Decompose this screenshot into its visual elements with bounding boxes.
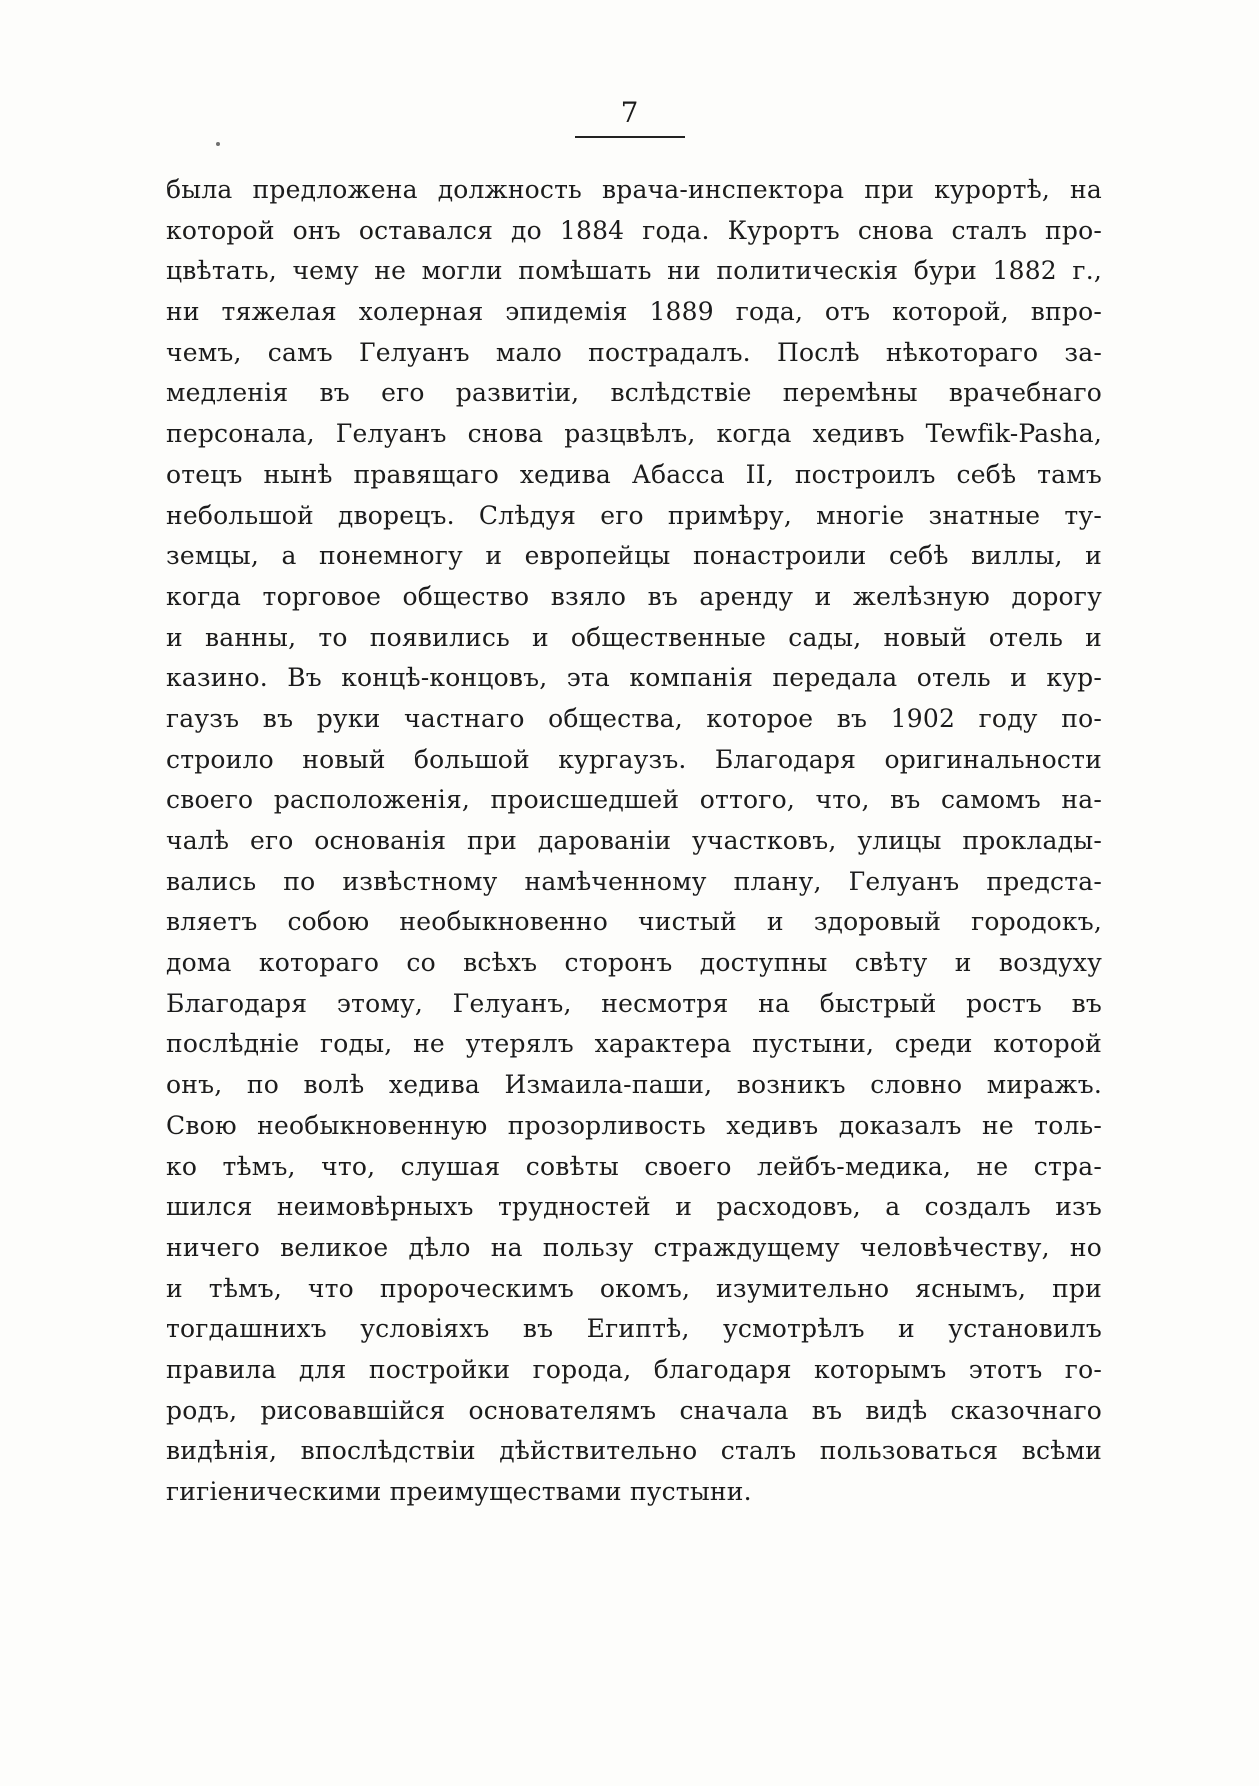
- text-line: цвѣтать, чему не могли помѣшать ни политическія бури 1882 г.,: [166, 256, 1102, 286]
- text-line: дома котораго со всѣхъ сторонъ доступны свѣту и воздуху: [166, 948, 1102, 978]
- text-line: земцы, а понемногу и европейцы понастроили себѣ виллы, и: [166, 541, 1102, 571]
- text-line: персонала, Гелуанъ снова разцвѣлъ, когда хедивъ Tewfik-Pasha,: [166, 419, 1102, 449]
- page-number-rule: [575, 136, 685, 138]
- text-line: онъ, по волѣ хедива Измаила-паши, возникъ словно миражъ.: [166, 1070, 1102, 1100]
- text-line: которой онъ оставался до 1884 года. Курортъ снова сталъ про-: [166, 215, 1102, 245]
- text-line: вляетъ собою необыкновенно чистый и здоровый городокъ,: [166, 907, 1102, 937]
- text-line: когда торговое общество взяло въ аренду и желѣзную дорогу: [166, 581, 1102, 611]
- text-line: Благодаря этому, Гелуанъ, несмотря на быстрый ростъ въ: [166, 988, 1102, 1018]
- text-line: своего расположенія, происшедшей оттого, что, въ самомъ на-: [166, 785, 1102, 815]
- text-line: небольшой дворецъ. Слѣдуя его примѣру, многіе знатные ту-: [166, 500, 1102, 530]
- text-line: ко тѣмъ, что, слушая совѣты своего лейбъ-медика, не стра-: [166, 1151, 1102, 1181]
- text-line: казино. Въ концѣ-концовъ, эта компанія передала отель и кур-: [166, 663, 1102, 693]
- print-speck: [216, 142, 220, 146]
- text-line: ни тяжелая холерная эпидемія 1889 года, отъ которой, впро-: [166, 297, 1102, 327]
- text-line: была предложена должность врача-инспектора при курортѣ, на: [166, 175, 1102, 204]
- text-line: строило новый большой кургаузъ. Благодаря оригинальности: [166, 744, 1102, 774]
- text-line: чемъ, самъ Гелуанъ мало пострадалъ. Послѣ нѣкотораго за-: [166, 337, 1102, 367]
- text-line: видѣнія, впослѣдствіи дѣйствительно сталъ пользоваться всѣми: [166, 1436, 1102, 1466]
- text-line: шился неимовѣрныхъ трудностей и расходовъ, а создалъ изъ: [166, 1192, 1102, 1222]
- text-line: гигіеническими преимуществами пустыни.: [166, 1477, 752, 1506]
- text-line: отецъ нынѣ правящаго хедива Абасса II, построилъ себѣ тамъ: [166, 459, 1102, 489]
- text-line: тогдашнихъ условіяхъ въ Египтѣ, усмотрѣлъ и установилъ: [166, 1314, 1102, 1344]
- text-line: правила для постройки города, благодаря которымъ этотъ го-: [166, 1354, 1102, 1384]
- text-line: медленія въ его развитіи, вслѣдствіе перемѣны врачебнаго: [166, 378, 1102, 408]
- text-line: и тѣмъ, что пророческимъ окомъ, изумительно яснымъ, при: [166, 1273, 1102, 1303]
- text-line: родъ, рисовавшійся основателямъ сначала въ видѣ сказочнаго: [166, 1395, 1102, 1425]
- text-line: вались по извѣстному намѣченному плану, Гелуанъ предста-: [166, 866, 1102, 896]
- text-line: гаузъ въ руки частнаго общества, которое въ 1902 году по-: [166, 703, 1102, 733]
- text-line: Свою необыкновенную прозорливость хедивъ доказалъ не толь-: [166, 1110, 1102, 1140]
- text-line: чалѣ его основанія при дарованіи участковъ, улицы проклады-: [166, 826, 1102, 855]
- text-line: ничего великое дѣло на пользу страждущему человѣчеству, но: [166, 1232, 1102, 1262]
- text-line: послѣдніе годы, не утерялъ характера пустыни, среди которой: [166, 1029, 1102, 1059]
- text-line: и ванны, то появились и общественные сады, новый отель и: [166, 622, 1102, 652]
- page-number: 7: [620, 96, 640, 129]
- body-paragraph: [166, 170, 1102, 1513]
